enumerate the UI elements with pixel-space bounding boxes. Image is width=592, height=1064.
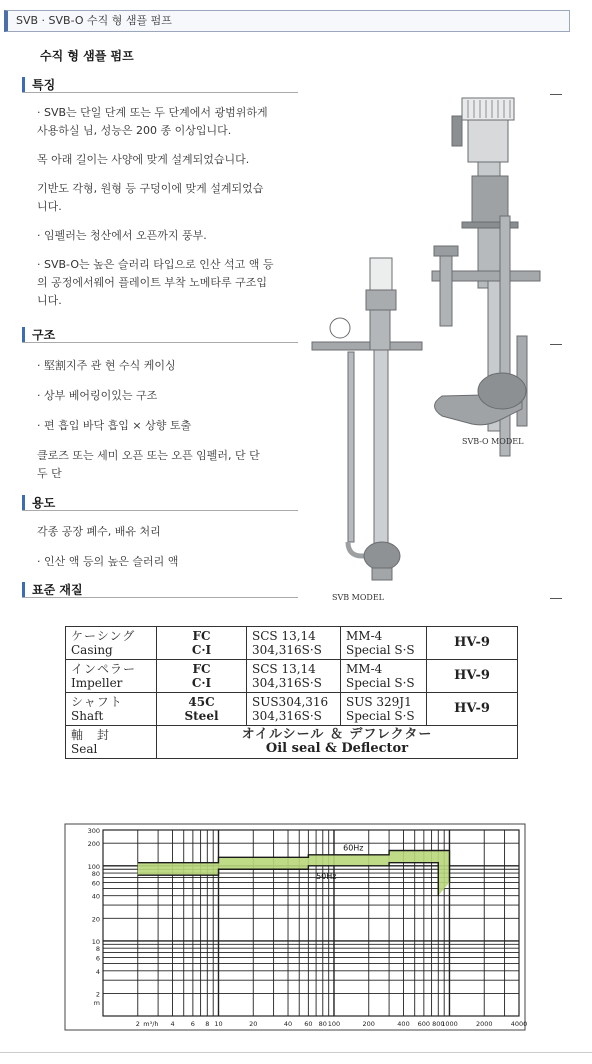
svb-pump-drawing [312, 258, 422, 580]
y-tick-label: 300 [87, 827, 100, 835]
performance-chart [65, 824, 528, 1030]
usage-text [37, 523, 303, 571]
svb-model-label: SVB MODEL [332, 593, 384, 602]
x-tick-label: 2000 [475, 1020, 493, 1028]
section-marker [22, 77, 25, 92]
text-line: · 인산 액 등의 높은 슬러리 액 [37, 555, 179, 568]
section-structure [22, 325, 298, 343]
text-line: · 상부 베어링이있는 구조 [37, 389, 158, 402]
text-line: 사용하실 님, 성능은 200 종 이상입니다. [37, 124, 232, 137]
series-label-60hz: 60Hz [343, 843, 364, 853]
section-heading: 구조 [32, 328, 56, 342]
x-tick-label: 6 [190, 1020, 195, 1028]
text-line: 두 단 [37, 467, 62, 480]
bottom-divider [0, 1052, 592, 1053]
x-tick-label: 1000 [441, 1020, 458, 1028]
text-line: 각종 공장 폐수, 배유 처리 [37, 525, 161, 538]
table-cell: オイルシール ＆ デフレクター Oil seal & Deflector [157, 726, 518, 759]
y-tick-label: 60 [91, 879, 100, 888]
table-cell [66, 693, 157, 726]
part-name-jp: シャフト [71, 695, 123, 709]
section-materials [22, 580, 298, 598]
table-cell: 45C Steel [157, 693, 247, 726]
table-cell: HV-9 [427, 693, 518, 726]
x-tick-label: 80 [318, 1020, 327, 1028]
table-row [66, 660, 518, 693]
pump-illustration [302, 96, 552, 606]
text-line: 목 아래 길이는 사양에 맞게 설계되었습니다. [37, 153, 250, 166]
x-tick-label: 100 [327, 1020, 341, 1028]
x-tick-label: 400 [397, 1020, 410, 1028]
y-tick-label: 20 [91, 915, 100, 924]
x-tick-label: 8 [205, 1020, 210, 1028]
part-name-jp: インペラー [71, 662, 137, 676]
table-cell: HV-9 [427, 660, 518, 693]
x-tick-label: 20 [249, 1020, 258, 1028]
x-tick-label: 600 [417, 1020, 431, 1028]
y-tick-label: 100 [87, 862, 100, 871]
table-cell: FC C·I [157, 627, 247, 660]
x-tick-label: 60 [304, 1020, 313, 1028]
text-line: · 堅割지주 관 현 수식 케이싱 [37, 359, 176, 372]
structure-text [37, 357, 303, 483]
chart-frame [65, 824, 525, 1030]
y-tick-label: 40 [91, 892, 100, 901]
table-cell: SUS 329J1 Special S·S [341, 693, 427, 726]
table-cell: HV-9 [427, 627, 518, 660]
table-cell: SCS 13,14 304,316S·S [247, 627, 341, 660]
divider-tick [550, 94, 562, 95]
page-subtitle: 수직 형 샘플 펌프 [40, 49, 134, 63]
part-name-en: Shaft [71, 709, 104, 723]
y-tick-label: 80 [91, 870, 100, 879]
text-line: 클로즈 또는 세미 오픈 또는 오픈 임펠러, 단 단 [37, 449, 260, 462]
part-name-jp: ケーシング [71, 629, 136, 643]
section-marker [22, 327, 25, 342]
table-cell: SUS304,316 304,316S·S [247, 693, 341, 726]
table-cell: MM-4 Special S·S [341, 660, 427, 693]
section-features [22, 75, 298, 93]
table-cell: SCS 13,14 304,316S·S [247, 660, 341, 693]
part-name-en: Seal [71, 742, 98, 756]
svbo-model-label: SVB-O MODEL [462, 437, 524, 446]
y-tick-label: 200 [87, 840, 100, 849]
text-line: · SVB는 단일 단계 또는 두 단계에서 광범위하게 [37, 106, 268, 119]
series-label-50hz: 50Hz [316, 872, 337, 882]
svbo-pump-drawing [432, 98, 540, 456]
section-marker [22, 495, 25, 510]
x-tick-label: 4 [170, 1020, 175, 1028]
page-title-bar [4, 10, 570, 32]
part-name-en: Impeller [71, 676, 123, 690]
text-line: 의 공정에서웨어 플레이트 부착 노메타루 구조입 [37, 276, 268, 289]
page-title: SVB · SVB-O 수직 형 샘플 펌프 [16, 14, 172, 27]
text-line: · SVB-O는 높은 슬러리 타입으로 인산 석고 액 등 [37, 258, 274, 271]
x-tick-label: 200 [362, 1020, 375, 1028]
x-tick-label: 40 [283, 1020, 293, 1028]
x-tick-label: 2 [135, 1020, 140, 1028]
section-heading: 특징 [32, 78, 56, 92]
text-line: · 임펠러는 청산에서 오픈까지 풍부. [37, 229, 207, 242]
table-row [66, 693, 518, 726]
table-row [66, 627, 518, 660]
table-cell [66, 627, 157, 660]
text-line: 니다. [37, 200, 62, 213]
text-line: · 편 흡입 바닥 흡입 × 상향 토출 [37, 419, 192, 432]
text-line: 기반도 각형, 원형 등 구덩이에 맞게 설계되었습 [37, 182, 264, 195]
table-cell [66, 660, 157, 693]
x-tick-label: m³/h [143, 1020, 159, 1028]
y-tick-label: 2 [95, 990, 100, 999]
y-tick-label: 10 [91, 937, 100, 946]
table-cell: FC C·I [157, 660, 247, 693]
y-tick-label: 8 [95, 945, 100, 954]
x-tick-label: 4000 [510, 1020, 528, 1028]
table-row [66, 726, 518, 759]
features-text [37, 104, 303, 310]
section-heading: 용도 [32, 496, 56, 510]
part-name-jp: 軸 封 [71, 728, 111, 742]
x-tick-label: 10 [214, 1020, 223, 1028]
y-tick-label: 6 [95, 954, 100, 963]
text-line: 니다. [37, 294, 62, 307]
section-usage [22, 493, 298, 511]
table-cell [66, 726, 157, 759]
section-marker [22, 582, 25, 597]
table-cell: MM-4 Special S·S [341, 627, 427, 660]
material-table [65, 626, 518, 759]
part-name-en: Casing [71, 643, 113, 657]
y-tick-label: 4 [95, 967, 100, 976]
y-tick-label: m [93, 999, 100, 1008]
x-tick-label: 800 [432, 1020, 445, 1028]
section-heading: 표준 재질 [32, 583, 83, 597]
